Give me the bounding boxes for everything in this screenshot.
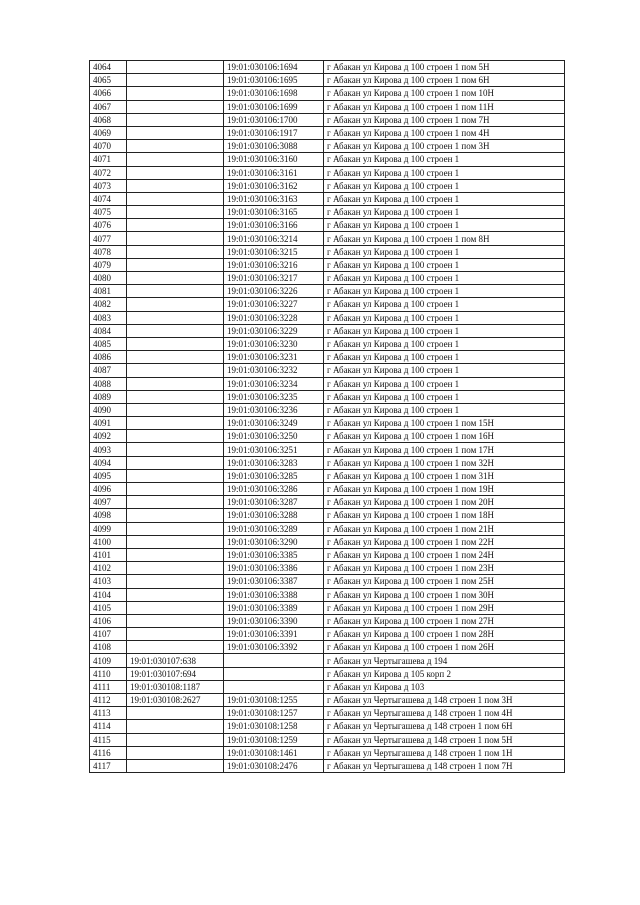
address-cell: г Абакан ул Кирова д 100 строен 1 пом 10Н xyxy=(324,87,565,100)
address-cell: г Абакан ул Кирова д 100 строен 1 xyxy=(324,272,565,285)
table-row xyxy=(90,746,565,759)
parent-cadastral-number-cell xyxy=(127,298,224,311)
cadastral-number-cell: 19:01:030106:1700 xyxy=(224,113,324,126)
row-number-cell: 4077 xyxy=(90,232,127,245)
address-cell: г Абакан ул Кирова д 100 строен 1 пом 15Н xyxy=(324,417,565,430)
row-number-cell: 4090 xyxy=(90,403,127,416)
parent-cadastral-number-cell xyxy=(127,206,224,219)
row-number-cell: 4104 xyxy=(90,588,127,601)
parent-cadastral-number-cell xyxy=(127,746,224,759)
parent-cadastral-number-cell xyxy=(127,61,224,74)
address-cell: г Абакан ул Чертыгашева д 148 строен 1 пом 1Н xyxy=(324,746,565,759)
parent-cadastral-number-cell xyxy=(127,417,224,430)
address-cell: г Абакан ул Чертыгашева д 194 xyxy=(324,654,565,667)
table-row xyxy=(90,601,565,614)
address-cell: г Абакан ул Кирова д 100 строен 1 xyxy=(324,258,565,271)
row-number-cell: 4103 xyxy=(90,575,127,588)
address-cell: г Абакан ул Кирова д 100 строен 1 пом 27Н xyxy=(324,614,565,627)
parent-cadastral-number-cell xyxy=(127,588,224,601)
row-number-cell: 4109 xyxy=(90,654,127,667)
row-number-cell: 4112 xyxy=(90,694,127,707)
row-number-cell: 4088 xyxy=(90,377,127,390)
table-row xyxy=(90,483,565,496)
cadastral-number-cell: 19:01:030106:3283 xyxy=(224,456,324,469)
cadastral-number-cell: 19:01:030106:3286 xyxy=(224,483,324,496)
address-cell: г Абакан ул Кирова д 100 строен 1 пом 17Н xyxy=(324,443,565,456)
parent-cadastral-number-cell xyxy=(127,707,224,720)
table-row xyxy=(90,74,565,87)
parent-cadastral-number-cell xyxy=(127,733,224,746)
cadastral-number-cell: 19:01:030106:3387 xyxy=(224,575,324,588)
parent-cadastral-number-cell xyxy=(127,364,224,377)
row-number-cell: 4080 xyxy=(90,272,127,285)
address-cell: г Абакан ул Кирова д 100 строен 1 пом 28Н xyxy=(324,628,565,641)
cadastral-number-cell xyxy=(224,654,324,667)
cadastral-number-cell: 19:01:030106:3385 xyxy=(224,548,324,561)
parent-cadastral-number-cell xyxy=(127,535,224,548)
cadastral-number-cell: 19:01:030106:3290 xyxy=(224,535,324,548)
row-number-cell: 4106 xyxy=(90,614,127,627)
cadastral-number-cell: 19:01:030108:1461 xyxy=(224,746,324,759)
row-number-cell: 4086 xyxy=(90,351,127,364)
table-row xyxy=(90,337,565,350)
parent-cadastral-number-cell xyxy=(127,285,224,298)
row-number-cell: 4076 xyxy=(90,219,127,232)
table-row xyxy=(90,126,565,139)
address-cell: г Абакан ул Кирова д 100 строен 1 xyxy=(324,219,565,232)
table-row xyxy=(90,285,565,298)
table-row xyxy=(90,390,565,403)
parent-cadastral-number-cell xyxy=(127,232,224,245)
row-number-cell: 4108 xyxy=(90,641,127,654)
table-row xyxy=(90,351,565,364)
address-cell: г Абакан ул Кирова д 100 строен 1 пом 30Н xyxy=(324,588,565,601)
table-row xyxy=(90,61,565,74)
cadastral-number-cell: 19:01:030106:3232 xyxy=(224,364,324,377)
cadastral-number-cell: 19:01:030106:3386 xyxy=(224,562,324,575)
parent-cadastral-number-cell xyxy=(127,641,224,654)
parent-cadastral-number-cell xyxy=(127,153,224,166)
cadastral-number-cell: 19:01:030106:3230 xyxy=(224,337,324,350)
cadastral-number-cell: 19:01:030106:3214 xyxy=(224,232,324,245)
cadastral-number-cell: 19:01:030106:3163 xyxy=(224,192,324,205)
row-number-cell: 4100 xyxy=(90,535,127,548)
cadastral-number-cell: 19:01:030106:3235 xyxy=(224,390,324,403)
row-number-cell: 4079 xyxy=(90,258,127,271)
row-number-cell: 4094 xyxy=(90,456,127,469)
address-cell: г Абакан ул Кирова д 100 строен 1 пом 19Н xyxy=(324,483,565,496)
parent-cadastral-number-cell xyxy=(127,324,224,337)
cadastral-number-cell: 19:01:030106:3288 xyxy=(224,509,324,522)
row-number-cell: 4116 xyxy=(90,746,127,759)
table-row xyxy=(90,377,565,390)
row-number-cell: 4097 xyxy=(90,496,127,509)
parent-cadastral-number-cell xyxy=(127,509,224,522)
parent-cadastral-number-cell xyxy=(127,377,224,390)
table-row xyxy=(90,628,565,641)
cadastral-number-cell: 19:01:030106:3216 xyxy=(224,258,324,271)
parent-cadastral-number-cell xyxy=(127,562,224,575)
cadastral-number-cell: 19:01:030108:1258 xyxy=(224,720,324,733)
row-number-cell: 4083 xyxy=(90,311,127,324)
cadastral-number-cell: 19:01:030106:3389 xyxy=(224,601,324,614)
row-number-cell: 4069 xyxy=(90,126,127,139)
parent-cadastral-number-cell xyxy=(127,483,224,496)
table-row xyxy=(90,641,565,654)
table-body xyxy=(90,61,565,773)
table-row xyxy=(90,113,565,126)
cadastral-number-cell: 19:01:030106:3088 xyxy=(224,140,324,153)
table-row xyxy=(90,179,565,192)
table-row xyxy=(90,522,565,535)
parent-cadastral-number-cell xyxy=(127,548,224,561)
address-cell: г Абакан ул Кирова д 100 строен 1 xyxy=(324,364,565,377)
table-row xyxy=(90,140,565,153)
cadastral-number-cell: 19:01:030108:1257 xyxy=(224,707,324,720)
cadastral-number-cell: 19:01:030106:3226 xyxy=(224,285,324,298)
row-number-cell: 4075 xyxy=(90,206,127,219)
row-number-cell: 4066 xyxy=(90,87,127,100)
table-row xyxy=(90,430,565,443)
cadastral-number-cell xyxy=(224,680,324,693)
address-cell: г Абакан ул Кирова д 100 строен 1 xyxy=(324,206,565,219)
table-row xyxy=(90,324,565,337)
cadastral-number-cell: 19:01:030106:1695 xyxy=(224,74,324,87)
table-row xyxy=(90,206,565,219)
cadastral-number-cell: 19:01:030106:3285 xyxy=(224,469,324,482)
cadastral-number-cell: 19:01:030106:3236 xyxy=(224,403,324,416)
table-row xyxy=(90,417,565,430)
address-cell: г Абакан ул Кирова д 100 строен 1 xyxy=(324,311,565,324)
row-number-cell: 4096 xyxy=(90,483,127,496)
address-cell: г Абакан ул Кирова д 100 строен 1 xyxy=(324,403,565,416)
row-number-cell: 4095 xyxy=(90,469,127,482)
cadastral-number-cell: 19:01:030108:1259 xyxy=(224,733,324,746)
address-cell: г Абакан ул Чертыгашева д 148 строен 1 пом 7Н xyxy=(324,759,565,772)
cadastral-number-cell: 19:01:030106:3215 xyxy=(224,245,324,258)
parent-cadastral-number-cell xyxy=(127,403,224,416)
parent-cadastral-number-cell xyxy=(127,74,224,87)
cadastral-number-cell: 19:01:030106:3388 xyxy=(224,588,324,601)
cadastral-number-cell: 19:01:030106:3160 xyxy=(224,153,324,166)
row-number-cell: 4068 xyxy=(90,113,127,126)
cadastral-number-cell: 19:01:030106:1699 xyxy=(224,100,324,113)
row-number-cell: 4067 xyxy=(90,100,127,113)
parent-cadastral-number-cell xyxy=(127,720,224,733)
cadastral-number-cell: 19:01:030106:3234 xyxy=(224,377,324,390)
parent-cadastral-number-cell xyxy=(127,140,224,153)
row-number-cell: 4114 xyxy=(90,720,127,733)
row-number-cell: 4071 xyxy=(90,153,127,166)
parent-cadastral-number-cell xyxy=(127,113,224,126)
parent-cadastral-number-cell xyxy=(127,601,224,614)
parent-cadastral-number-cell xyxy=(127,575,224,588)
table-row xyxy=(90,311,565,324)
row-number-cell: 4091 xyxy=(90,417,127,430)
address-cell: г Абакан ул Кирова д 100 строен 1 xyxy=(324,351,565,364)
row-number-cell: 4110 xyxy=(90,667,127,680)
address-cell: г Абакан ул Кирова д 100 строен 1 xyxy=(324,245,565,258)
cadastral-number-cell: 19:01:030106:1698 xyxy=(224,87,324,100)
row-number-cell: 4098 xyxy=(90,509,127,522)
row-number-cell: 4073 xyxy=(90,179,127,192)
table-row xyxy=(90,707,565,720)
table-row xyxy=(90,100,565,113)
row-number-cell: 4105 xyxy=(90,601,127,614)
address-cell: г Абакан ул Кирова д 100 строен 1 xyxy=(324,324,565,337)
parent-cadastral-number-cell xyxy=(127,430,224,443)
table-row xyxy=(90,364,565,377)
address-cell: г Абакан ул Чертыгашева д 148 строен 1 пом 6Н xyxy=(324,720,565,733)
address-cell: г Абакан ул Кирова д 100 строен 1 пом 32Н xyxy=(324,456,565,469)
row-number-cell: 4078 xyxy=(90,245,127,258)
parent-cadastral-number-cell xyxy=(127,443,224,456)
address-cell: г Абакан ул Кирова д 100 строен 1 xyxy=(324,192,565,205)
address-cell: г Абакан ул Кирова д 100 строен 1 пом 18Н xyxy=(324,509,565,522)
parent-cadastral-number-cell xyxy=(127,522,224,535)
row-number-cell: 4072 xyxy=(90,166,127,179)
table-row xyxy=(90,298,565,311)
row-number-cell: 4082 xyxy=(90,298,127,311)
parent-cadastral-number-cell xyxy=(127,311,224,324)
cadastral-number-cell: 19:01:030106:3162 xyxy=(224,179,324,192)
address-cell: г Абакан ул Кирова д 100 строен 1 пом 23Н xyxy=(324,562,565,575)
cadastral-number-cell: 19:01:030106:3392 xyxy=(224,641,324,654)
row-number-cell: 4070 xyxy=(90,140,127,153)
parent-cadastral-number-cell xyxy=(127,272,224,285)
parent-cadastral-number-cell xyxy=(127,496,224,509)
address-cell: г Абакан ул Чертыгашева д 148 строен 1 пом 5Н xyxy=(324,733,565,746)
address-cell: г Абакан ул Чертыгашева д 148 строен 1 пом 4Н xyxy=(324,707,565,720)
address-cell: г Абакан ул Кирова д 100 строен 1 xyxy=(324,166,565,179)
table-row xyxy=(90,614,565,627)
table-row xyxy=(90,733,565,746)
parent-cadastral-number-cell: 19:01:030108:1187 xyxy=(127,680,224,693)
row-number-cell: 4087 xyxy=(90,364,127,377)
cadastral-number-cell: 19:01:030106:3227 xyxy=(224,298,324,311)
cadastral-number-cell: 19:01:030106:3249 xyxy=(224,417,324,430)
row-number-cell: 4101 xyxy=(90,548,127,561)
address-cell: г Абакан ул Кирова д 100 строен 1 пом 24Н xyxy=(324,548,565,561)
row-number-cell: 4117 xyxy=(90,759,127,772)
table-row xyxy=(90,509,565,522)
table-row xyxy=(90,192,565,205)
address-cell: г Абакан ул Кирова д 100 строен 1 пом 3Н xyxy=(324,140,565,153)
table-row xyxy=(90,535,565,548)
table-row xyxy=(90,443,565,456)
table-row xyxy=(90,588,565,601)
address-cell: г Абакан ул Кирова д 100 строен 1 пом 26Н xyxy=(324,641,565,654)
cadastral-number-cell: 19:01:030106:3250 xyxy=(224,430,324,443)
table-row xyxy=(90,87,565,100)
row-number-cell: 4115 xyxy=(90,733,127,746)
parent-cadastral-number-cell xyxy=(127,166,224,179)
table-row xyxy=(90,548,565,561)
table-row xyxy=(90,667,565,680)
row-number-cell: 4113 xyxy=(90,707,127,720)
cadastral-number-cell: 19:01:030106:3251 xyxy=(224,443,324,456)
table-row xyxy=(90,575,565,588)
address-cell: г Абакан ул Чертыгашева д 148 строен 1 пом 3Н xyxy=(324,694,565,707)
address-cell: г Абакан ул Кирова д 100 строен 1 пом 11Н xyxy=(324,100,565,113)
address-cell: г Абакан ул Кирова д 100 строен 1 пом 25Н xyxy=(324,575,565,588)
address-cell: г Абакан ул Кирова д 100 строен 1 xyxy=(324,337,565,350)
cadastral-number-cell: 19:01:030106:3229 xyxy=(224,324,324,337)
parent-cadastral-number-cell xyxy=(127,628,224,641)
cadastral-number-cell: 19:01:030106:3165 xyxy=(224,206,324,219)
cadastral-number-cell: 19:01:030106:1917 xyxy=(224,126,324,139)
parent-cadastral-number-cell xyxy=(127,100,224,113)
address-cell: г Абакан ул Кирова д 100 строен 1 пом 4Н xyxy=(324,126,565,139)
cadastral-number-cell xyxy=(224,667,324,680)
parent-cadastral-number-cell xyxy=(127,469,224,482)
address-cell: г Абакан ул Кирова д 100 строен 1 xyxy=(324,153,565,166)
parent-cadastral-number-cell xyxy=(127,219,224,232)
address-cell: г Абакан ул Кирова д 100 строен 1 xyxy=(324,377,565,390)
table-row xyxy=(90,694,565,707)
address-cell: г Абакан ул Кирова д 100 строен 1 xyxy=(324,179,565,192)
parent-cadastral-number-cell xyxy=(127,192,224,205)
address-cell: г Абакан ул Кирова д 100 строен 1 xyxy=(324,390,565,403)
parent-cadastral-number-cell: 19:01:030107:694 xyxy=(127,667,224,680)
cadastral-number-cell: 19:01:030108:1255 xyxy=(224,694,324,707)
table-row xyxy=(90,720,565,733)
cadastral-number-cell: 19:01:030106:3287 xyxy=(224,496,324,509)
row-number-cell: 4085 xyxy=(90,337,127,350)
table-row xyxy=(90,680,565,693)
table-row xyxy=(90,456,565,469)
row-number-cell: 4081 xyxy=(90,285,127,298)
address-cell: г Абакан ул Кирова д 100 строен 1 пом 29Н xyxy=(324,601,565,614)
address-cell: г Абакан ул Кирова д 103 xyxy=(324,680,565,693)
table-row xyxy=(90,496,565,509)
table-row xyxy=(90,153,565,166)
parent-cadastral-number-cell xyxy=(127,245,224,258)
table-row xyxy=(90,562,565,575)
address-cell: г Абакан ул Кирова д 100 строен 1 пом 16Н xyxy=(324,430,565,443)
parent-cadastral-number-cell: 19:01:030107:638 xyxy=(127,654,224,667)
table-row xyxy=(90,759,565,772)
address-cell: г Абакан ул Кирова д 100 строен 1 пом 21Н xyxy=(324,522,565,535)
cadastral-number-cell: 19:01:030106:3289 xyxy=(224,522,324,535)
address-cell: г Абакан ул Кирова д 100 строен 1 xyxy=(324,298,565,311)
table-row xyxy=(90,232,565,245)
cadastral-number-cell: 19:01:030106:1694 xyxy=(224,61,324,74)
address-cell: г Абакан ул Кирова д 100 строен 1 пом 5Н xyxy=(324,61,565,74)
parent-cadastral-number-cell xyxy=(127,456,224,469)
row-number-cell: 4089 xyxy=(90,390,127,403)
cadastral-number-cell: 19:01:030106:3166 xyxy=(224,219,324,232)
table-row xyxy=(90,245,565,258)
address-cell: г Абакан ул Кирова д 105 корп 2 xyxy=(324,667,565,680)
address-cell: г Абакан ул Кирова д 100 строен 1 пом 20Н xyxy=(324,496,565,509)
cadastral-number-cell: 19:01:030106:3390 xyxy=(224,614,324,627)
table-row xyxy=(90,272,565,285)
property-table xyxy=(89,60,565,773)
cadastral-number-cell: 19:01:030106:3228 xyxy=(224,311,324,324)
parent-cadastral-number-cell xyxy=(127,179,224,192)
parent-cadastral-number-cell xyxy=(127,390,224,403)
row-number-cell: 4093 xyxy=(90,443,127,456)
table-row xyxy=(90,654,565,667)
cadastral-number-cell: 19:01:030106:3231 xyxy=(224,351,324,364)
address-cell: г Абакан ул Кирова д 100 строен 1 пом 7Н xyxy=(324,113,565,126)
cadastral-number-cell: 19:01:030106:3217 xyxy=(224,272,324,285)
row-number-cell: 4111 xyxy=(90,680,127,693)
address-cell: г Абакан ул Кирова д 100 строен 1 пом 8Н xyxy=(324,232,565,245)
table-row xyxy=(90,469,565,482)
row-number-cell: 4084 xyxy=(90,324,127,337)
row-number-cell: 4107 xyxy=(90,628,127,641)
parent-cadastral-number-cell xyxy=(127,351,224,364)
table-row xyxy=(90,166,565,179)
address-cell: г Абакан ул Кирова д 100 строен 1 пом 6Н xyxy=(324,74,565,87)
row-number-cell: 4102 xyxy=(90,562,127,575)
table-row xyxy=(90,258,565,271)
parent-cadastral-number-cell xyxy=(127,337,224,350)
cadastral-number-cell: 19:01:030106:3161 xyxy=(224,166,324,179)
parent-cadastral-number-cell xyxy=(127,614,224,627)
row-number-cell: 4099 xyxy=(90,522,127,535)
parent-cadastral-number-cell: 19:01:030108:2627 xyxy=(127,694,224,707)
parent-cadastral-number-cell xyxy=(127,87,224,100)
cadastral-number-cell: 19:01:030106:3391 xyxy=(224,628,324,641)
row-number-cell: 4074 xyxy=(90,192,127,205)
parent-cadastral-number-cell xyxy=(127,126,224,139)
address-cell: г Абакан ул Кирова д 100 строен 1 xyxy=(324,285,565,298)
row-number-cell: 4092 xyxy=(90,430,127,443)
table-row xyxy=(90,403,565,416)
cadastral-number-cell: 19:01:030108:2476 xyxy=(224,759,324,772)
row-number-cell: 4065 xyxy=(90,74,127,87)
address-cell: г Абакан ул Кирова д 100 строен 1 пом 31Н xyxy=(324,469,565,482)
parent-cadastral-number-cell xyxy=(127,258,224,271)
row-number-cell: 4064 xyxy=(90,61,127,74)
parent-cadastral-number-cell xyxy=(127,759,224,772)
address-cell: г Абакан ул Кирова д 100 строен 1 пом 22Н xyxy=(324,535,565,548)
table-row xyxy=(90,219,565,232)
